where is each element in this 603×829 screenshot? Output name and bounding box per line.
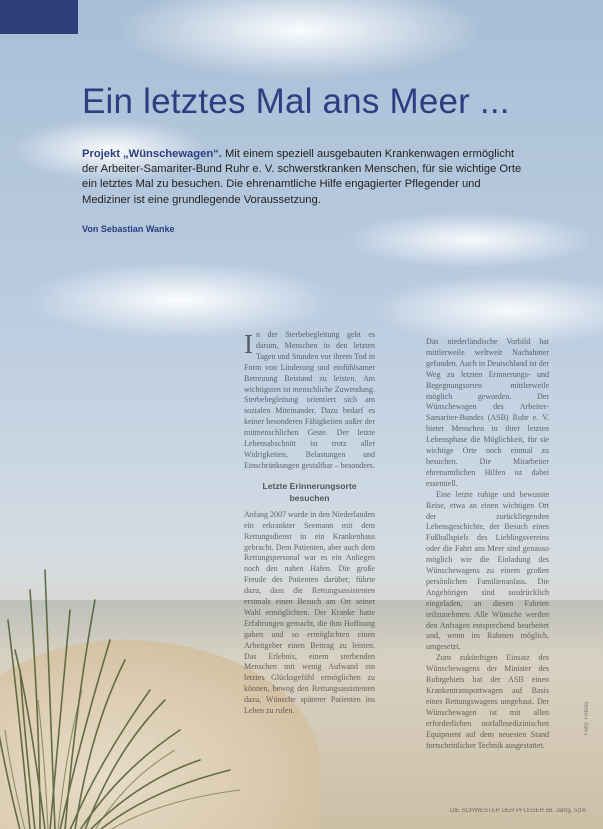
lead-project-label: Projekt „Wünschewagen“. <box>82 148 222 160</box>
section-tab <box>0 0 78 34</box>
article-lead <box>82 147 532 208</box>
page-footer: DIE SCHWESTER DER PFLEGER 56. Jahrg. 5|16 <box>450 808 586 814</box>
intro-paragraph <box>244 330 375 472</box>
text-column-1 <box>244 330 375 717</box>
intro-text: n der Sterbebegleitung geht es darum, Menschen in den letzten Tagen und Stunden vor ihrem Tod in Form von Linderung und einfühlsamer Betreuung Beistand zu leisten. Am wichtigsten ist menschliche Zuwendung. Sterbebegleitung orientiert sich am sozialen Miteinander. Dazu bedarf es keiner besonderen Fähigkeiten außer der mitmenschlichen Geste. Der letzte Lebensabschnitt ist trotz aller Widrigkeiten, Belastungen und Einschränkungen gestaltbar – besonders. <box>244 330 375 470</box>
body-paragraph: Zum zukünftigen Einsatz des Wünschewagens der Minister des Ruhrgebiets hat der ASB einen Krankentransportwagen auf Basis eines Rettungswagens umgebaut. Der Wünschewagen ist mit allen erforderlichen notfallmedizinischen Equipment auf dem neuesten Stand fortschrittlicher Technik ausgestattet. <box>426 653 549 750</box>
author-byline: Von Sebastian Wanke <box>82 224 175 234</box>
text-column-2 <box>426 337 549 751</box>
body-paragraph: Anfang 2007 wurde in den Niederlanden ein erkrankter Seemann mit dem Rettungsdienst in ein Krankenhaus gebracht. Dem Patienten, aber auch dem Rettungspersonal war es ein Anliegen noch den nahen Hafen. Die große Freude des Patienten darüber, führte dazu, dass die Rettungsassistenten erstmals einen Besuch am Ort seiner Wahl ermöglichten. Der Kranke hatte Erfahrungen gemacht, die ihm Hoffnung gaben und so ermöglichten einen Arbeitgeber einen Beitrag zu leisten. Das Erlebnis, einem sterbenden Menschen mit wenig Aufwand ein letztes Glücksgefühl ermöglichen zu können, bewog den Rettungsassistenten dazu, Wünsche späterer Patienten ins Leben zu rufen. <box>244 509 375 716</box>
body-paragraph: Das niederländische Vorbild hat mittlerweile weltweit Nachahmer gefunden. Auch in Deutschland ist der Weg zu letzten Erinnerungs- und Begegnungsorten mittlerweile möglich geworden. Der Wünschewagen des Arbeiter-Samariter-Bundes (ASB) Ruhr e. V. bietet Menschen in ihrer letzten Lebensphase die Möglichkeit, für sie wichtige Orte noch einmal zu besuchen. Die Mitarbeiter ehrenamtlichen Hilfen ist dabei essentiell. <box>426 337 549 488</box>
section-subheading: Letzte Erinnerungsorte besuchen <box>262 480 357 503</box>
lead-text: Mit einem speziell ausgebauten Krankenwagen ermöglicht der Arbeiter-Samariter-Bund Ruhr e. V. schwerstkranken Menschen, für sie wichtige Orte ein letztes Mal zu besuchen. Die ehrenamtliche Hilfe engagierter Pflegender und Mediziner ist eine grundlegende Voraussetzung. <box>82 148 522 206</box>
photo-credit: Foto: Fotolia <box>584 701 590 735</box>
article-title: Ein letztes Mal ans Meer ... <box>82 82 510 121</box>
drop-cap: I <box>244 329 253 359</box>
body-paragraph: Eine letzte ruhige und bewusste Reise, etwa an einen wichtigen Ort der zurückliegenden Lebensgeschichte, der Besuch eines Fußballspiels des Lieblingsvereins oder die Fahrt ans Meer sind genauso möglich wie die Einladung des Wünschewagens zu einem großen persönlichen Familienanlass. Die Angehörigen sind ausdrücklich eingeladen, an diesen Fahrten teilzunehmen. Alle Wünsche werden den Anfragen entsprechend bearbeitet und, wenn im Rahmen möglich, umgesetzt. <box>426 489 549 652</box>
beach-grass-illustration <box>0 500 260 829</box>
